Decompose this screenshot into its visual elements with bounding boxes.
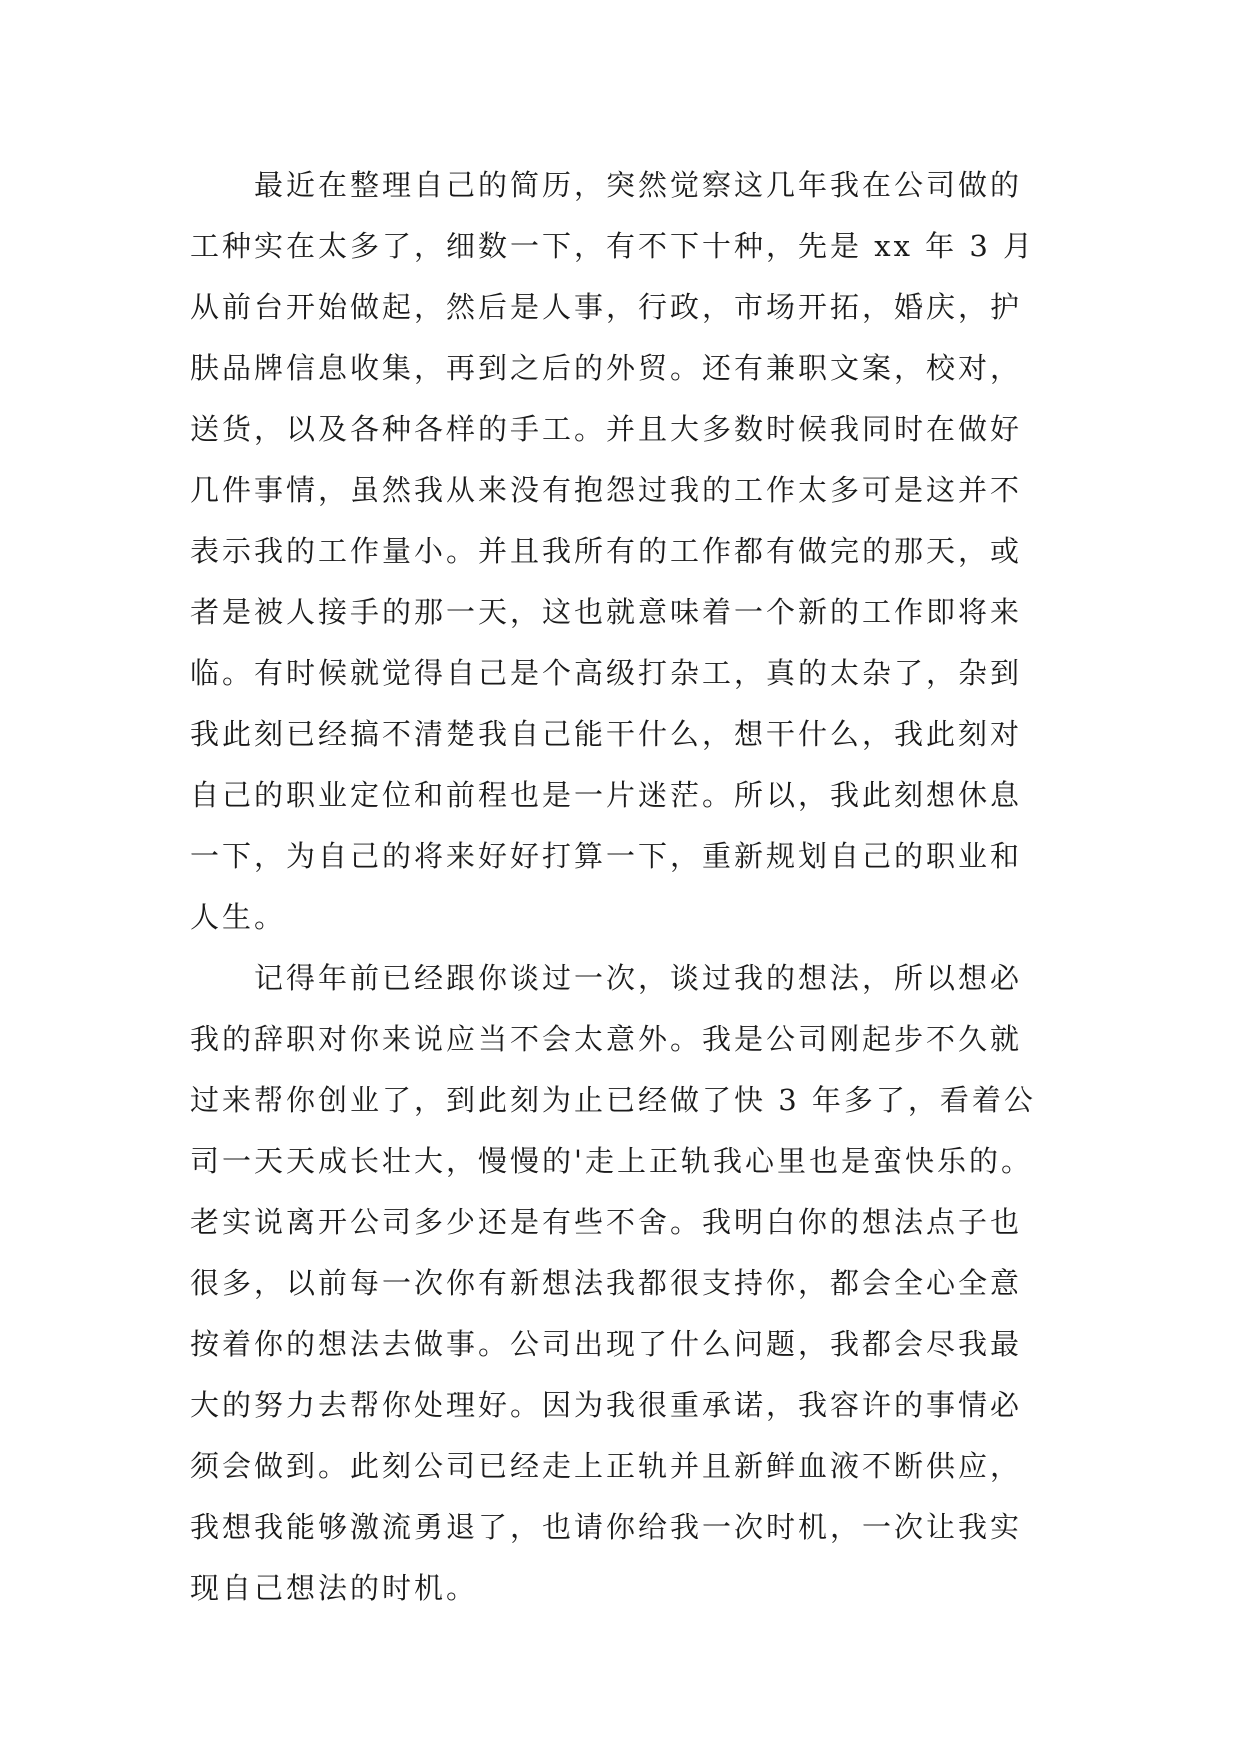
text-line: 肤品牌信息收集，再到之后的外贸。还有兼职文案，校对， [190,351,1023,385]
text-line: 现自己想法的时机。 [190,1571,479,1605]
text-line: 按着你的想法去做事。公司出现了什么问题，我都会尽我最 [190,1327,1023,1361]
text-line: 司一天天成长壮大，慢慢的'走上正轨我心里也是蛮快乐的。 [190,1144,1033,1178]
text-line: 我的辞职对你来说应当不会太意外。我是公司刚起步不久就 [190,1022,1023,1056]
text-line: 老实说离开公司多少还是有些不舍。我明白你的想法点子也 [190,1205,1023,1239]
text-line: 大的努力去帮你处理好。因为我很重承诺，我容许的事情必 [190,1388,1023,1422]
text-line: 工种实在太多了，细数一下，有不下十种，先是 xx 年 3 月 [190,229,1036,263]
text-line: 我想我能够激流勇退了，也请你给我一次时机，一次让我实 [190,1510,1023,1544]
text-line: 过来帮你创业了，到此刻为止已经做了快 3 年多了，看着公 [190,1083,1036,1117]
text-line: 从前台开始做起，然后是人事，行政，市场开拓，婚庆，护 [190,290,1023,324]
paragraph-2 [190,948,1070,1619]
text-line: 者是被人接手的那一天，这也就意味着一个新的工作即将来 [190,595,1023,629]
text-line: 临。有时候就觉得自己是个高级打杂工，真的太杂了，杂到 [190,656,1023,690]
text-line: 几件事情，虽然我从来没有抱怨过我的工作太多可是这并不 [190,473,1023,507]
text-line: 自己的职业定位和前程也是一片迷茫。所以，我此刻想休息 [190,778,1023,812]
text-line: 一下，为自己的将来好好打算一下，重新规划自己的职业和 [190,839,1023,873]
text-line: 人生。 [190,900,287,934]
text-line: 我此刻已经搞不清楚我自己能干什么，想干什么，我此刻对 [190,717,1023,751]
text-line: 送货，以及各种各样的手工。并且大多数时候我同时在做好 [190,412,1023,446]
text-line: 很多，以前每一次你有新想法我都很支持你，都会全心全意 [190,1266,1023,1300]
letter-body [190,155,1070,1619]
text-line: 最近在整理自己的简历，突然觉察这几年我在公司做的 [254,168,1023,202]
text-line: 须会做到。此刻公司已经走上正轨并且新鲜血液不断供应， [190,1449,1023,1483]
paragraph-1 [190,155,1070,948]
text-line: 记得年前已经跟你谈过一次，谈过我的想法，所以想必 [254,961,1023,995]
text-line: 表示我的工作量小。并且我所有的工作都有做完的那天，或 [190,534,1023,568]
